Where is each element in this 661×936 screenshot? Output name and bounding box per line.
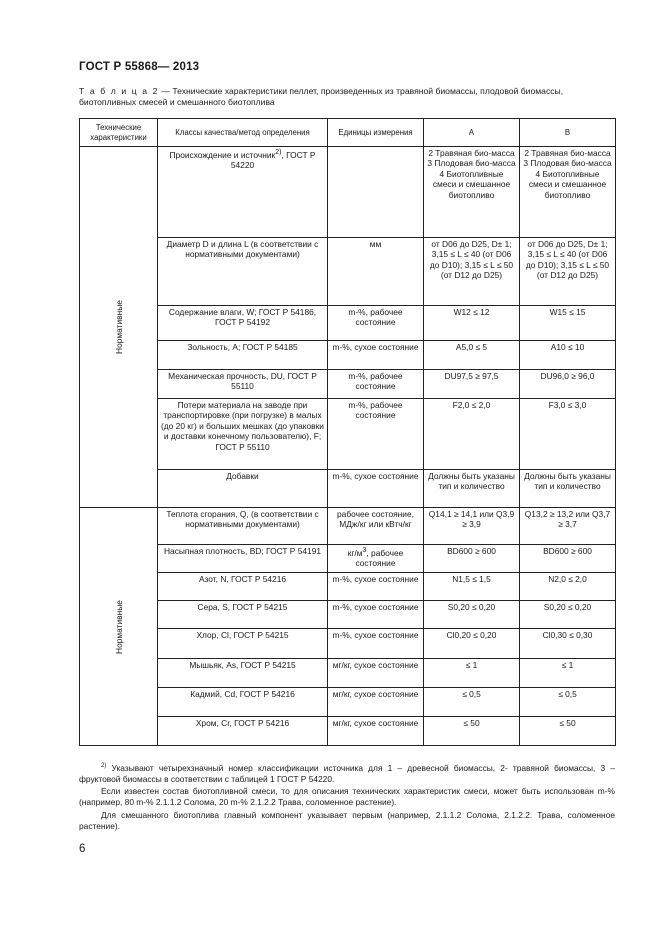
footnote-2: Если известен состав биотопливной смеси, то для описания технических характеристик смеси, может быть использован m-% (например, 80 m-% 2.1.1.2 Солома, 20 m-% 2.1.2.2 Трава, соломенное растение).: [79, 786, 615, 808]
property-cell: Потери материала на заводе при транспортировке (при погрузке) в малых (до 20 кг) и больших мешках (до упаковки и доставки конечному пользователю), F; ГОСТ Р 55110: [158, 399, 328, 470]
header-class-b: В: [520, 119, 616, 147]
units-cell: мг/кг, сухое состояние: [328, 717, 424, 746]
property-cell: Азот, N, ГОСТ Р 54216: [158, 573, 328, 601]
table-row: [80, 601, 616, 629]
class-a-cell: ≤ 1: [424, 659, 520, 688]
units-cell: [328, 147, 424, 238]
footnote-3: Для смешанного биотоплива главный компонент указывает первым (например, 2.1.1.2 Солома, 2.1.2.2. Трава, соломенное растение).: [79, 809, 615, 831]
class-b-cell: A10 ≤ 10: [520, 341, 616, 370]
header-quality-class: Классы качества/метод определения: [158, 119, 328, 147]
units-cell: рабочее состояние, МДж/кг или кВтч/кг: [328, 508, 424, 545]
class-b-cell: S0,20 ≤ 0,20: [520, 601, 616, 629]
class-a-cell: DU97,5 ≥ 97,5: [424, 370, 520, 399]
property-cell: Сера, S, ГОСТ Р 54215: [158, 601, 328, 629]
table-row: [80, 717, 616, 746]
class-b-cell: N2,0 ≤ 2,0: [520, 573, 616, 601]
table-row: [80, 573, 616, 601]
property-cell: Насыпная плотность, BD; ГОСТ Р 54191: [158, 545, 328, 573]
class-b-cell: ≤ 1: [520, 659, 616, 688]
units-cell: m-%, рабочее состояние: [328, 399, 424, 470]
units-cell: мг/кг, сухое состояние: [328, 659, 424, 688]
property-cell: Мышьяк, As, ГОСТ Р 54215: [158, 659, 328, 688]
units-cell: m-%, сухое состояние: [328, 629, 424, 659]
units-cell: m-%, рабочее состояние: [328, 370, 424, 399]
footnotes: [79, 761, 615, 833]
class-b-cell: Должны быть указаны тип и количество: [520, 470, 616, 508]
class-a-cell: ≤ 50: [424, 717, 520, 746]
table-row: [80, 399, 616, 470]
property-cell: Добавки: [158, 470, 328, 508]
property-cell: Механическая прочность, DU, ГОСТ Р 55110: [158, 370, 328, 399]
class-a-cell: A5,0 ≤ 5: [424, 341, 520, 370]
units-cell: мг/кг, сухое состояние: [328, 688, 424, 717]
property-cell: Содержание влаги, W; ГОСТ Р 54186, ГОСТ Р 54192: [158, 306, 328, 341]
group-cell-normative-1: [80, 147, 158, 508]
class-a-cell: Cl0,20 ≤ 0,20: [424, 629, 520, 659]
units-cell: мм: [328, 238, 424, 306]
group-label: Нормативные: [113, 300, 124, 354]
class-a-cell: N1,5 ≤ 1,5: [424, 573, 520, 601]
characteristics-table: [79, 118, 616, 746]
units-cell: m-%, сухое состояние: [328, 573, 424, 601]
table-caption-text: — Технические характеристики пеллет, произведенных из травяной биомассы, плодовой биомассы, биотопливных смесей и смешанного биотоплива: [79, 86, 564, 107]
class-a-cell: F2,0 ≤ 2,0: [424, 399, 520, 470]
property-cell: Хлор, Cl, ГОСТ Р 54215: [158, 629, 328, 659]
group-label: Нормативные: [113, 599, 124, 654]
class-a-cell: BD600 ≥ 600: [424, 545, 520, 573]
class-b-cell: BD600 ≥ 600: [520, 545, 616, 573]
class-b-cell: ≤ 0,5: [520, 688, 616, 717]
header-class-a: А: [424, 119, 520, 147]
class-b-cell: от D06 до D25, D± 1; 3,15 ≤ L ≤ 40 (от D06 до D10); 3,15 ≤ L ≤ 50 (от D12 до D25): [520, 238, 616, 306]
class-a-cell: Должны быть указаны тип и количество: [424, 470, 520, 508]
table-row: [80, 545, 616, 573]
table-caption-label: Т а б л и ц а 2: [79, 86, 159, 96]
group-cell-normative-2: [80, 508, 158, 746]
class-a-cell: от D06 до D25, D± 1; 3,15 ≤ L ≤ 40 (от D06 до D10); 3,15 ≤ L ≤ 50 (от D12 до D25): [424, 238, 520, 306]
units-cell: m-%, сухое состояние: [328, 470, 424, 508]
class-a-cell: 2 Травяная био-масса 3 Плодовая био-масса 4 Биотопливные смеси и смешанное биотопливо: [424, 147, 520, 238]
class-a-cell: W12 ≤ 12: [424, 306, 520, 341]
property-cell: Хром, Cr, ГОСТ Р 54216: [158, 717, 328, 746]
table-row: [80, 306, 616, 341]
page-number: 6: [79, 843, 86, 855]
table-row: [80, 238, 616, 306]
table-header-row: [80, 119, 616, 147]
property-cell: Диаметр D и длина L (в соответствии с нормативными документами): [158, 238, 328, 306]
class-b-cell: 2 Травяная био-масса 3 Плодовая био-масса 4 Биотопливные смеси и смешанное биотопливо: [520, 147, 616, 238]
units-cell: m-%, рабочее состояние: [328, 306, 424, 341]
table-row: [80, 508, 616, 545]
property-cell: Зольность, A; ГОСТ Р 54185: [158, 341, 328, 370]
header-characteristics: Технические характеристики: [80, 119, 158, 147]
class-b-cell: F3,0 ≤ 3,0: [520, 399, 616, 470]
table-row: [80, 470, 616, 508]
header-units: Единицы измерения: [328, 119, 424, 147]
footnote-marker: 2): [101, 763, 107, 769]
class-b-cell: W15 ≤ 15: [520, 306, 616, 341]
table-row: [80, 629, 616, 659]
property-cell: Теплота сгорания, Q, (в соответствии с нормативными документами): [158, 508, 328, 545]
class-b-cell: Q13,2 ≥ 13,2 или Q3,7 ≥ 3,7: [520, 508, 616, 545]
class-a-cell: S0,20 ≤ 0,20: [424, 601, 520, 629]
table-caption: [79, 86, 615, 108]
table-row: [80, 370, 616, 399]
class-b-cell: DU96,0 ≥ 96,0: [520, 370, 616, 399]
table-row: [80, 688, 616, 717]
table-row: [80, 341, 616, 370]
class-a-cell: Q14,1 ≥ 14,1 или Q3,9 ≥ 3,9: [424, 508, 520, 545]
units-cell: $кг/м^3$, рабочее состояние: [328, 545, 424, 573]
table-row: [80, 659, 616, 688]
table-row: [80, 147, 616, 238]
footnote-1: $^{2)}$ Указывают четырехзначный номер классификации источника для 1 – древесной биомассы, 2- травяной биомассы, 3 – фруктовой биомассы в соответствии с таблицей 1 ГОСТ Р 54220.: [79, 762, 615, 784]
document-header: ГОСТ Р 55868— 2013: [79, 61, 200, 73]
class-b-cell: ≤ 50: [520, 717, 616, 746]
class-b-cell: Cl0,30 ≤ 0,30: [520, 629, 616, 659]
property-cell: Кадмий, Cd, ГОСТ Р 54216: [158, 688, 328, 717]
property-cell: Происхождение и источник$^{2)}$, ГОСТ Р 54220: [158, 147, 328, 238]
units-cell: m-%, сухое состояние: [328, 601, 424, 629]
units-cell: m-%, сухое состояние: [328, 341, 424, 370]
class-a-cell: ≤ 0,5: [424, 688, 520, 717]
footnote-ref: 2): [275, 149, 282, 156]
